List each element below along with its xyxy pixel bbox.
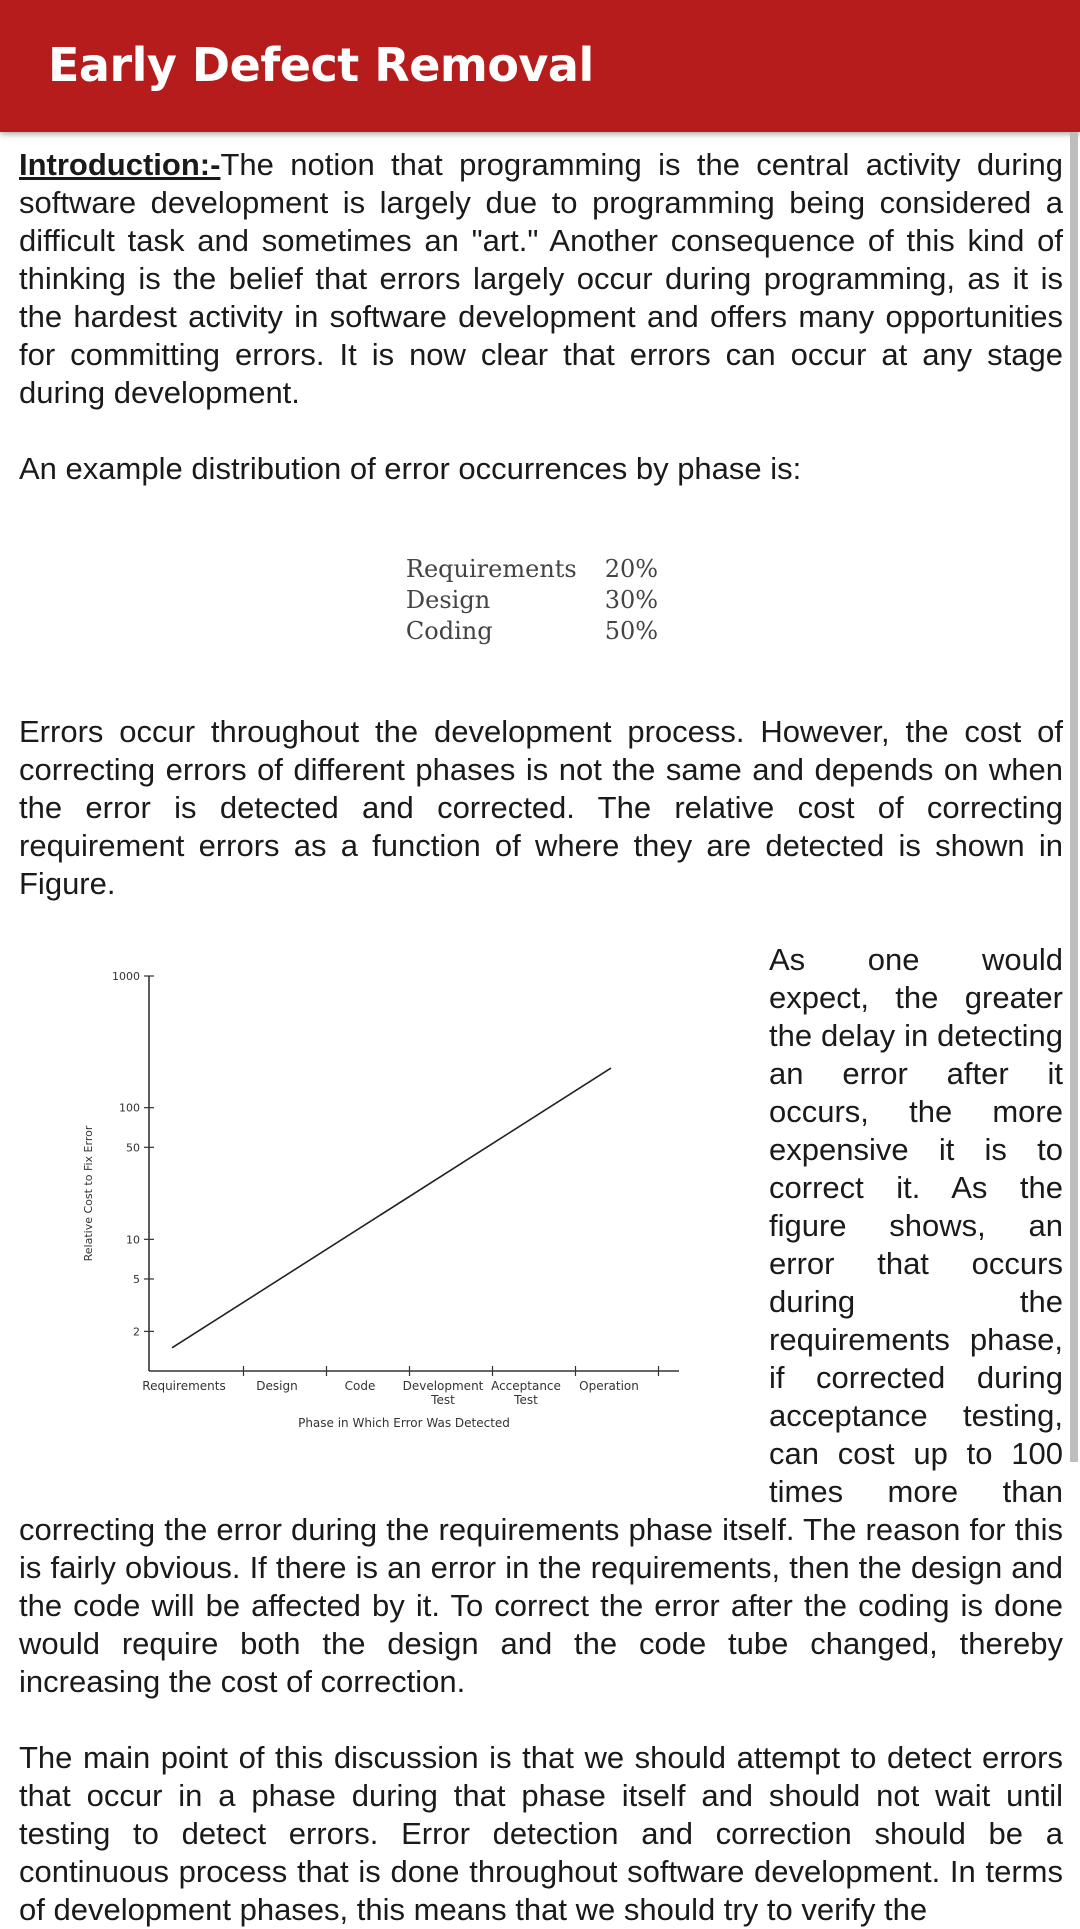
main-point-paragraph: The main point of this discussion is that we should attempt to detect errors that occur in a phase during that phase itself and should not wait until testing to detect errors. Error detection and correction should be a continuous process that is done throughout software development. In terms of development phases, this means that we should try to verify the [19,1740,1063,1927]
series-line [172,1068,611,1348]
article-body [19,146,1063,1929]
y-tick-label: 5 [133,1272,140,1286]
app-bar [0,0,1080,132]
percent-cell: 30% [604,586,659,614]
table-row [406,585,672,616]
x-tick-label: Acceptance Test [491,1379,561,1407]
table-row [406,554,672,585]
y-tick-label: 50 [126,1141,140,1155]
x-tick-label: Code [344,1379,376,1393]
phase-cell: Coding [405,617,493,645]
delay-paragraph: As one would expect, the greater the delay in detecting an error after it occurs, the more expensive it is to correct it. As the figure shows, an error that occurs during the requirements phase, if corrected during acceptance testing, can cost up to 100 times more than correcting the error during the requirements phase itself. The reason for this is fairly obvious. If there is an error in the requirements, then the design and the code will be affected by it. To correct the error after the coding is done would require both the design and the code tube changed, thereby increasing the cost of correction. [19,942,1063,1699]
percent-cell: 20% [604,555,659,583]
x-tick-label: Design [256,1379,298,1393]
y-tick-label: 10 [126,1233,140,1247]
phase-cell: Requirements [405,555,577,583]
intro-label: Introduction:- [19,147,221,182]
intro-text: The notion that programming is the central activity during software development is largely due to programming being considered a difficult task and sometimes an "art." Another consequence of this kind of thinking is the belief that errors largely occur during programming, as it is the hardest activity in software development and offers many opportunities for committing errors. It is now clear that errors can occur at any stage during development. [19,147,1063,410]
y-axis-label: Relative Cost to Fix Error [82,1125,95,1262]
y-tick-label: 1000 [112,970,140,983]
cost-chart [19,941,759,1489]
scrollbar[interactable] [1070,132,1078,1462]
y-tick-label: 100 [119,1101,140,1115]
y-tick-label: 2 [133,1325,140,1339]
phase-cell: Design [405,586,491,614]
page-title: Early Defect Removal [48,38,594,92]
cost-figure [19,941,759,1489]
x-tick-label: Requirements [142,1379,226,1393]
x-tick-label: Development Test [402,1379,484,1407]
example-paragraph: An example distribution of error occurrences by phase is: [19,451,802,486]
intro-paragraph [19,146,1063,412]
x-tick-label: Operation [579,1379,639,1393]
percent-cell: 50% [604,617,659,645]
x-axis-label: Phase in Which Error Was Detected [298,1416,510,1430]
cost-paragraph: Errors occur throughout the development process. However, the cost of correcting errors of different phases is not the same and depends on when the error is detected and corrected. The relative cost of correcting requirement errors as a function of where they are detected is shown in Figure. [19,714,1063,901]
error-distribution-table [19,554,1063,647]
table-row [406,616,672,647]
